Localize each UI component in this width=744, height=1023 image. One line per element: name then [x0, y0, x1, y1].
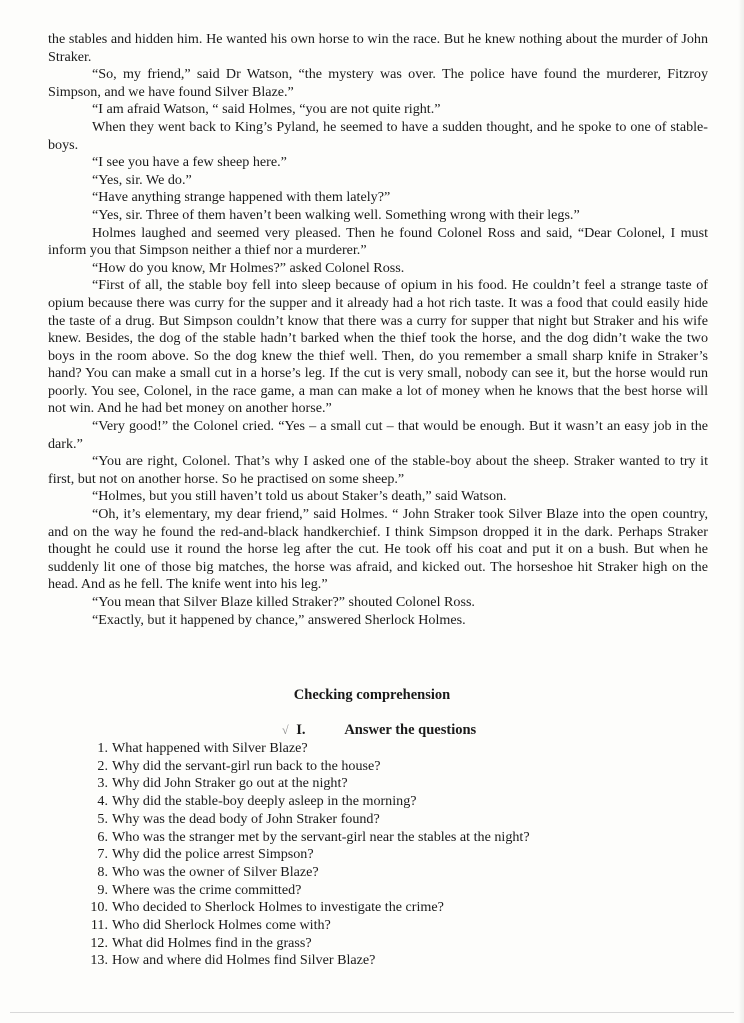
scan-edge-shadow [738, 0, 744, 1023]
list-item [82, 935, 530, 953]
question-number: 11. [90, 917, 108, 934]
story-paragraph: “You mean that Silver Blaze killed Straker?” shouted Colonel Ross. [92, 594, 475, 610]
question-number: 9. [97, 881, 108, 898]
story-paragraph: the stables and hidden him. He wanted his own horse to win the race. But he knew nothing about the murder of John Straker. [48, 31, 708, 65]
story-paragraph: “Very good!” the Colonel cried. “Yes – a small cut – that would be enough. But it wasn’t an easy job in the dark.” [48, 418, 708, 452]
question-text: Who was the stranger met by the servant-girl near the stables at the night? [112, 828, 530, 845]
list-item [82, 793, 530, 811]
list-item [82, 740, 530, 758]
question-number: 8. [97, 863, 108, 880]
section-title: Checking comprehension [293, 687, 451, 703]
check-mark-icon: √ [282, 723, 289, 737]
question-text: What did Holmes find in the grass? [112, 934, 312, 951]
question-text: Who did Sherlock Holmes come with? [112, 917, 331, 934]
question-number: 10. [90, 899, 108, 916]
list-item [82, 952, 530, 970]
question-number: 3. [97, 775, 108, 792]
story-text [48, 31, 708, 629]
story-paragraph: “Exactly, but it happened by chance,” answered Sherlock Holmes. [92, 611, 466, 628]
question-text: Where was the crime committed? [112, 881, 302, 898]
story-paragraph: “Yes, sir. We do.” [92, 171, 192, 188]
question-text: Who decided to Sherlock Holmes to investigate the crime? [112, 899, 444, 916]
story-paragraph: “I am afraid Watson, “ said Holmes, “you are not quite right.” [92, 101, 441, 118]
exercise-heading [282, 722, 476, 739]
story-paragraph: “Have anything strange happened with them lately?” [92, 189, 391, 206]
question-number: 7. [97, 846, 108, 863]
list-item [82, 811, 530, 829]
question-number: 6. [97, 828, 108, 845]
story-paragraph: “First of all, the stable boy fell into sleep because of opium in his food. He couldn’t feel a strange taste of opium because there was curry for the supper and it already had a hot rich taste. It was a food that could easily hide the taste of a drug. But Simpson couldn’t know that there was a curry for supper that night but Straker and his wife knew. Besides, the dog of the stable hadn’t barked when the thief took the horse, and the dog didn’t wake the two boys in the room above. So the dog knew the thief well. Then, do you remember a small sharp knife in Straker’s hand? You can make a small cut in a horse’s leg. If the cut is very small, nobody can see it, but the horse would run poorly. You see, Colonel, in the race game, a man can make a lot of money when he knows that the best horse will not win. And he had bet money on another horse.” [48, 277, 708, 417]
story-paragraph: “So, my friend,” said Dr Watson, “the mystery was over. The police have found the murderer, Fitzroy Simpson, and we have found Silver Blaze.” [48, 66, 708, 100]
question-number: 1. [97, 740, 108, 756]
page-bottom-edge [10, 1012, 734, 1013]
question-number: 2. [97, 757, 108, 774]
list-item [82, 846, 530, 864]
question-list [82, 740, 530, 970]
list-item [82, 864, 530, 882]
question-number: 12. [90, 934, 108, 951]
list-item [82, 882, 530, 900]
story-paragraph: “You are right, Colonel. That’s why I asked one of the stable-boy about the sheep. Straker wanted to try it first, but not on another horse. So he practised on some sheep.” [48, 453, 708, 487]
story-paragraph: “Holmes, but you still haven’t told us about Staker’s death,” said Watson. [92, 488, 507, 505]
question-text: Why did John Straker go out at the night? [112, 775, 348, 792]
exercise-number: I. [296, 722, 306, 738]
story-paragraph: When they went back to King’s Pyland, he seemed to have a sudden thought, and he spoke to one of stable-boys. [48, 118, 708, 153]
list-item [82, 829, 530, 847]
question-text: Why was the dead body of John Straker found? [112, 810, 380, 827]
exercise-title: Answer the questions [344, 722, 477, 738]
question-text: Why did the servant-girl run back to the house? [112, 757, 381, 774]
story-paragraph: “Oh, it’s elementary, my dear friend,” said Holmes. “ John Straker took Silver Blaze into the open country, and on the way he found the red-and-black handkerchief. I think Simpson dropped it in the dark. Perhaps Straker thought he could use it round the horse leg after the cut. He took off his coat and put it on a bush. But when he suddenly lit one of those big matches, the horse was afraid, and kicked out. The horseshoe hit Straker high on the head. And as he fell. The knife went into his leg.” [48, 506, 708, 593]
story-paragraph: Holmes laughed and seemed very pleased. Then he found Colonel Ross and said, “Dear Colonel, I must inform you that Simpson neither a thief nor a murderer.” [48, 224, 708, 259]
question-text: Why did the stable-boy deeply asleep in the morning? [112, 793, 417, 810]
question-text: Who was the owner of Silver Blaze? [112, 863, 319, 880]
list-item [82, 917, 530, 935]
question-number: 13. [90, 952, 108, 969]
question-text: Why did the police arrest Simpson? [112, 846, 314, 863]
question-text: What happened with Silver Blaze? [112, 740, 308, 756]
question-text: How and where did Holmes find Silver Blaze? [112, 952, 376, 969]
story-paragraph: “I see you have a few sheep here.” [92, 154, 287, 171]
question-number: 4. [97, 793, 108, 810]
list-item [82, 758, 530, 776]
question-number: 5. [97, 810, 108, 827]
story-paragraph: “Yes, sir. Three of them haven’t been walking well. Something wrong with their legs.” [92, 206, 580, 223]
list-item [82, 775, 530, 793]
list-item [82, 899, 530, 917]
story-paragraph: “How do you know, Mr Holmes?” asked Colonel Ross. [92, 259, 405, 276]
